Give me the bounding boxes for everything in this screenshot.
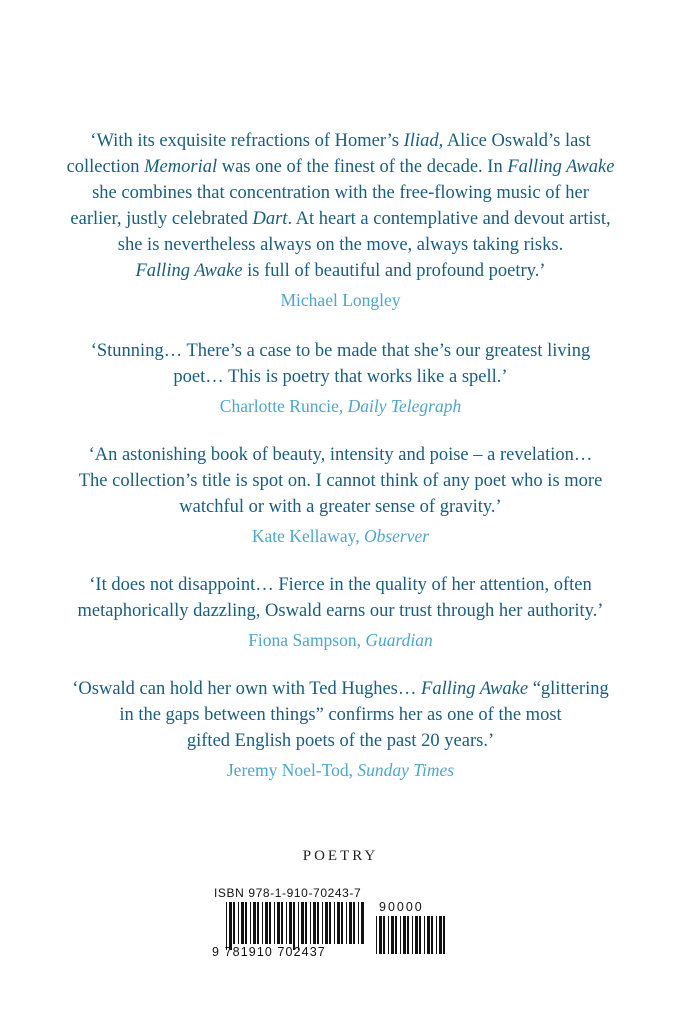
barcode-bar: [329, 902, 331, 944]
barcode-bar: [301, 902, 304, 944]
barcode-bar: [313, 902, 316, 944]
barcode-bar: [253, 902, 256, 944]
review-quote: [60, 572, 621, 652]
attribution-source: Observer: [363, 526, 430, 546]
barcode-bar: [361, 902, 364, 944]
barcode-bar: [346, 902, 347, 944]
quote-attribution: [60, 628, 621, 652]
barcode-bar: [443, 916, 445, 954]
quote-text: [60, 676, 621, 754]
barcode-bar: [241, 902, 244, 944]
barcode-bar: [436, 916, 437, 954]
barcode-bar: [419, 916, 421, 954]
attribution-source: Daily Telegraph: [347, 396, 462, 416]
attribution-name: Kate Kellaway,: [251, 526, 364, 546]
quote-line: in the gaps between things” confirms her as one of the most: [119, 705, 562, 725]
barcode-bar: [334, 902, 335, 944]
barcode-bar: [269, 902, 271, 944]
barcode-bar: [250, 902, 251, 944]
quote-line: Falling Awake is full of beautiful and profound poetry.’: [135, 261, 546, 281]
barcode-bar: [229, 902, 232, 950]
barcode-bar: [349, 902, 352, 944]
attribution-name: Fiona Sampson,: [248, 630, 366, 650]
barcode-bar: [274, 902, 275, 944]
barcode-bar: [391, 916, 394, 954]
attribution-source: Guardian: [365, 630, 433, 650]
barcode-bar: [262, 902, 263, 944]
barcode-bar: [341, 902, 343, 944]
quote-text: [60, 442, 621, 520]
review-quote: [60, 128, 621, 312]
addon-barcode-bars: [376, 916, 448, 960]
quote-line: poet… This is poetry that works like a spell.’: [173, 367, 508, 387]
barcode-bar: [277, 902, 280, 944]
review-quote: [60, 338, 621, 418]
attribution-name: Charlotte Runcie,: [219, 396, 348, 416]
quote-text: [60, 128, 621, 284]
quote-text: [60, 572, 621, 624]
quote-line: she is nevertheless always on the move, always taking risks.: [117, 235, 564, 255]
quote-line: ‘With its exquisite refractions of Homer’s Iliad, Alice Oswald’s last: [90, 131, 591, 151]
review-quote: [60, 442, 621, 548]
barcode-bar: [431, 916, 433, 954]
quote-line: ‘Stunning… There’s a case to be made that she’s our greatest living: [90, 341, 591, 361]
quote-attribution: [60, 758, 621, 782]
barcode-bar: [407, 916, 409, 954]
barcode-bar: [317, 902, 319, 944]
barcode-bar: [257, 902, 259, 944]
quote-attribution: [60, 524, 621, 548]
barcode-bar: [238, 902, 239, 944]
barcode-bar: [281, 902, 283, 944]
barcode-bar: [310, 902, 311, 944]
quote-attribution: [60, 288, 621, 312]
barcode-bar: [286, 902, 287, 944]
quote-line: collection Memorial was one of the finest of the decade. In Falling Awake: [66, 157, 615, 177]
barcode-bar: [439, 916, 442, 954]
barcode-bar: [379, 916, 382, 954]
barcode-bar: [293, 902, 295, 950]
addon-digits: 90000: [379, 900, 424, 914]
barcode-bar: [226, 902, 227, 950]
isbn-label: ISBN 978-1-910-70243-7: [214, 886, 362, 900]
barcode-bar: [322, 902, 323, 944]
barcode-bar: [395, 916, 397, 954]
barcode-bar: [403, 916, 406, 954]
barcode-bar: [427, 916, 430, 954]
barcode-bar: [233, 902, 235, 944]
barcode-bar: [400, 916, 401, 954]
barcode-bar: [325, 902, 328, 944]
quote-text: [60, 338, 621, 390]
ean-digits: 9 781910 702437: [212, 945, 326, 959]
ean-barcode-bars: [226, 902, 366, 950]
barcode-bar: [353, 902, 355, 944]
barcode-bar: [305, 902, 307, 944]
barcode-bar: [265, 902, 268, 944]
quote-line: gifted English poets of the past 20 years.’: [186, 731, 495, 751]
barcode-bar: [388, 916, 389, 954]
quote-line: ‘Oswald can hold her own with Ted Hughes… Falling Awake “glittering: [72, 679, 609, 699]
quotes-section: [60, 128, 621, 806]
barcode-bar: [412, 916, 413, 954]
quote-line: earlier, justly celebrated Dart. At heart a contemplative and devout artist,: [70, 209, 611, 229]
barcode-bar: [298, 902, 299, 950]
barcode-bar: [245, 902, 247, 944]
barcode: [209, 886, 469, 966]
quote-line: metaphorically dazzling, Oswald earns our trust through her authority.’: [77, 601, 604, 621]
barcode-bar: [424, 916, 425, 954]
barcode-bar: [376, 916, 377, 954]
barcode-bar: [337, 902, 340, 944]
barcode-bar: [415, 916, 418, 954]
category-label: POETRY: [302, 848, 379, 864]
quote-line: watchful or with a greater sense of gravity.’: [179, 497, 502, 517]
quote-line: ‘An astonishing book of beauty, intensity and poise – a revelation…: [88, 445, 593, 465]
attribution-name: Jeremy Noel-Tod,: [226, 760, 358, 780]
quote-line: ‘It does not disappoint… Fierce in the quality of her attention, often: [89, 575, 592, 595]
barcode-bar: [358, 902, 359, 944]
quote-attribution: [60, 394, 621, 418]
barcode-bar: [289, 902, 292, 944]
attribution-name: Michael Longley: [280, 290, 401, 310]
attribution-source: Sunday Times: [357, 760, 455, 780]
barcode-bar: [383, 916, 385, 954]
quote-line: she combines that concentration with the free-flowing music of her: [92, 183, 589, 203]
quote-line: The collection’s title is spot on. I cannot think of any poet who is more: [78, 471, 603, 491]
review-quote: [60, 676, 621, 782]
